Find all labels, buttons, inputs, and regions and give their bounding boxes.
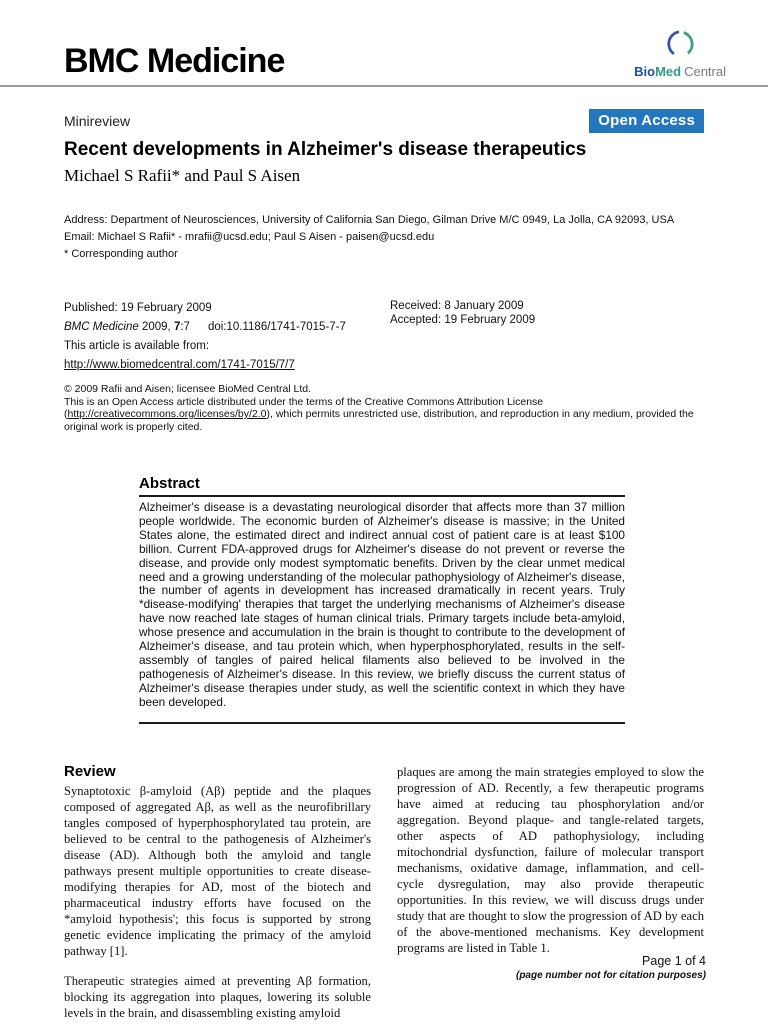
review-section <box>64 764 704 1024</box>
dates-left-column <box>64 299 390 375</box>
article-url-link[interactable]: http://www.biomedcentral.com/1741-7015/7/7 <box>64 359 295 371</box>
license-url-link[interactable]: http://creativecommons.org/licenses/by/2.0 <box>67 408 267 420</box>
citation-issue: :7 <box>180 321 190 333</box>
license-text-post: ), which permits unrestricted use, distribution, and reproduction in any medium, provided the original work is properly cited. <box>64 408 694 433</box>
citation-journal: BMC Medicine <box>64 321 139 333</box>
published-date: Published: 19 February 2009 <box>64 302 212 314</box>
review-paragraph: Therapeutic strategies aimed at preventing Aβ formation, blocking its aggregation into plaques, lowering its soluble levels in the brain, and disassembling existing amyloid <box>64 973 371 1020</box>
citation-year: 2009, <box>138 321 174 333</box>
email-line: Email: Michael S Rafii* - mrafii@ucsd.edu; Paul S Aisen - paisen@ucsd.edu <box>64 231 435 243</box>
corresponding-author-note: * Corresponding author <box>64 248 178 260</box>
author-line: Michael S Rafii* and Paul S Aisen <box>64 166 301 185</box>
biomed-logo-text <box>634 64 726 79</box>
dates-right-column <box>390 299 535 375</box>
journal-title: BMC Medicine <box>64 42 285 80</box>
article-title: Recent developments in Alzheimer's disease therapeutics <box>64 139 587 160</box>
review-right-column <box>397 764 704 1024</box>
page-footer <box>516 954 706 982</box>
biomed-central-logo <box>634 30 730 79</box>
review-paragraph: plaques are among the main strategies employed to slow the progression of AD. Recently, a few therapeutic programs have aimed at reducing tau phosphorylation and/or aggregation. Beyond plaque- and tangle-related targets, other aspects of AD pathophysiology, including mitochondrial dysfunction, failure of molecular transport mechanisms, oxidative damage, inflammation, and cell-cycle dysregulation, may also provide therapeutic opportunities. In this review, we will discuss drugs under study that are thought to slow the progression of AD by each of the above-mentioned mechanisms. Key development programs are listed in Table 1. <box>397 764 704 955</box>
review-paragraph: Synaptotoxic β-amyloid (Aβ) peptide and the plaques composed of aggregated Aβ, as well as the neurofibrillary tangles composed of hyperphosphorylated tau protein, are believed to be central to the pathogenesis of Alzheimer's disease (AD). Although both the amyloid and tangle pathways present multiple opportunities to create disease-modifying therapies for AD, most of the biotech and pharmaceutical industry efforts have focused on the *amyloid hypothesis'; this focus is supported by strong genetic evidence implicating the primacy of the amyloid pathway [1]. <box>64 783 371 958</box>
address-line: Address: Department of Neurosciences, University of California San Diego, Gilman Drive M/C 0949, La Jolla, CA 92093, USA <box>64 214 675 226</box>
accepted-date: Accepted: 19 February 2009 <box>390 314 536 326</box>
page-number: Page 1 of 4 <box>642 954 706 968</box>
license-text-pre: This is an Open Access article distributed under the terms of the Creative Commons Attribution License ( <box>64 395 544 420</box>
journal-header <box>0 0 768 85</box>
logo-med: Med <box>655 64 682 79</box>
article-type-label: Minireview <box>64 113 131 129</box>
doi: doi:10.1186/1741-7015-7-7 <box>207 321 346 333</box>
availability-line <box>64 337 390 375</box>
abstract-body: Alzheimer's disease is a devastating neurological disorder that affects more than 37 million people worldwide. The economic burden of Alzheimer's disease is massive; in the United States alone, the estimated direct and indirect annual cost of patient care is at least $100 billion. Current FDA-approved drugs for Alzheimer's disease do not prevent or reverse the disease, and provide only modest symptomatic benefits. Driven by the clear unmet medical need and a growing understanding of the molecular pathophysiology of Alzheimer's disease, the number of agents in development has increased dramatically in recent years. Truly *disease-modifying' therapies that target the underlying mechanisms of Alzheimer's disease have now reached late stages of human clinical trials. Primary targets include beta-amyloid, whose presence and accumulation in the brain is thought to contribute to the development of Alzheimer's disease, and tau protein which, when hyperphosphorylated, results in the self-assembly of tangles of paired helical filaments also believed to be involved in the pathogenesis of Alzheimer's disease. In this review, we briefly discuss the current status of Alzheimer's disease therapies under study, as well the scientific context in which they have been developed. <box>139 500 625 709</box>
copyright-block <box>64 383 704 433</box>
availability-prefix: This article is available from: <box>64 340 210 352</box>
affiliation-block <box>64 212 704 263</box>
copyright-line: © 2009 Rafii and Aisen; licensee BioMed Central Ltd. <box>64 383 312 395</box>
citation-line <box>64 318 390 337</box>
article-content <box>0 109 768 1024</box>
logo-central: Central <box>684 64 726 79</box>
abstract-heading: Abstract <box>139 475 625 497</box>
license-line <box>64 396 704 434</box>
abstract-section <box>139 475 625 724</box>
citation-volume: 7 <box>173 321 181 333</box>
logo-bio: Bio <box>634 64 656 79</box>
citation-note: (page number not for citation purposes) <box>515 970 706 981</box>
publication-dates <box>64 299 704 375</box>
open-access-badge[interactable]: Open Access <box>589 109 704 133</box>
review-heading: Review <box>64 762 116 780</box>
review-left-column <box>64 764 371 1024</box>
article-meta-row <box>64 109 704 133</box>
biomed-logo-icon <box>666 30 694 63</box>
header-divider <box>0 85 768 87</box>
received-date: Received: 8 January 2009 <box>390 300 524 312</box>
